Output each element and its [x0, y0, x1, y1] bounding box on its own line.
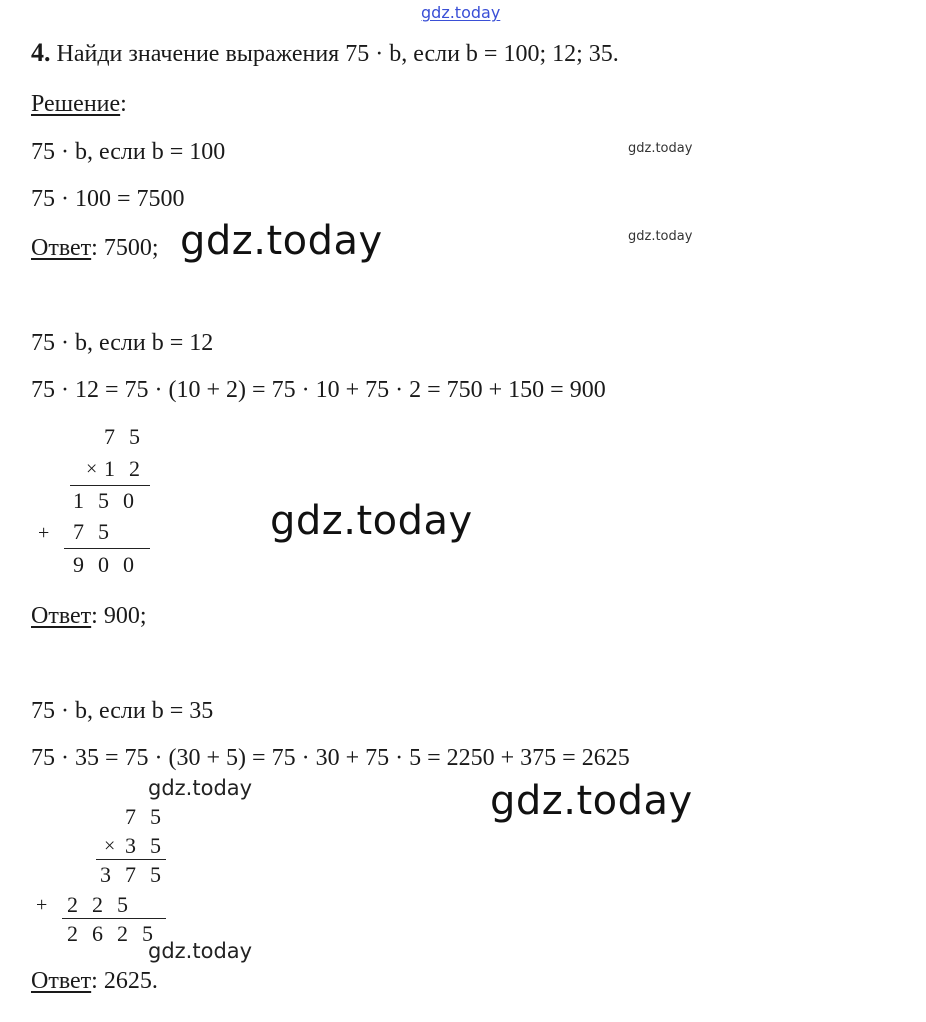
- task-number: 4.: [31, 38, 51, 67]
- part2-condition: 75 · b, если b = 12: [31, 330, 214, 356]
- column-divider: [62, 918, 166, 919]
- watermark-large-2: gdz.today: [270, 498, 473, 544]
- watermark-small-1: gdz.today: [628, 141, 693, 156]
- task-text: Найди значение выражения 75 · b, если b = 100; 12; 35.: [56, 41, 619, 67]
- digit: 2: [67, 892, 78, 917]
- answer-label: Ответ: [31, 968, 92, 994]
- part3-col-row2: [68, 833, 168, 859]
- watermark-large-1: gdz.today: [180, 218, 383, 264]
- multiply-sign: ×: [86, 458, 98, 480]
- solution-colon: :: [120, 91, 127, 117]
- watermark-medium-2: gdz.today: [148, 939, 253, 963]
- part2-col-row2: [72, 456, 147, 482]
- digit: 2: [117, 921, 128, 946]
- digit: 2: [92, 892, 103, 917]
- digit: 5: [98, 519, 109, 544]
- part2-answer-value: : 900;: [91, 603, 147, 629]
- part1-condition: 75 · b, если b = 100: [31, 139, 226, 165]
- digit: 7: [104, 424, 115, 449]
- part2-col-row5: [66, 552, 141, 578]
- digit: 5: [98, 488, 109, 513]
- digit: 0: [98, 552, 109, 577]
- part2-col-row4: [66, 519, 141, 545]
- part3-col-row3: [68, 862, 168, 888]
- watermark-medium-1: gdz.today: [148, 776, 253, 800]
- column-divider: [64, 548, 150, 549]
- part3-col-row5: [60, 921, 160, 947]
- part3-condition: 75 · b, если b = 35: [31, 698, 214, 724]
- watermark-large-3: gdz.today: [490, 778, 693, 824]
- part3-col-row4: [60, 892, 160, 918]
- watermark-small-2: gdz.today: [628, 229, 693, 244]
- digit: 7: [73, 519, 84, 544]
- part3-answer-value: : 2625.: [91, 968, 158, 994]
- digit: 0: [123, 552, 134, 577]
- part3-col-row1: [68, 804, 168, 830]
- plus-sign: +: [36, 894, 48, 916]
- part2-answer: [31, 602, 147, 630]
- part1-calculation: 75 · 100 = 7500: [31, 186, 185, 212]
- digit: 7: [125, 862, 136, 887]
- multiply-sign: ×: [104, 835, 116, 857]
- digit: 3: [100, 862, 111, 887]
- digit: 7: [125, 804, 136, 829]
- digit: 2: [129, 456, 140, 481]
- solution-label: Решение: [31, 91, 121, 117]
- digit: 3: [125, 833, 136, 858]
- plus-sign: +: [38, 522, 50, 544]
- digit: 2: [67, 921, 78, 946]
- digit: 5: [117, 892, 128, 917]
- column-divider: [70, 485, 150, 486]
- task-statement: [31, 38, 619, 68]
- part2-calculation: 75 · 12 = 75 · (10 + 2) = 75 · 10 + 75 · 2 = 750 + 150 = 900: [31, 377, 606, 403]
- column-divider: [96, 859, 166, 860]
- solution-heading: [31, 90, 127, 118]
- digit: 1: [73, 488, 84, 513]
- digit: 5: [142, 921, 153, 946]
- answer-label: Ответ: [31, 235, 92, 261]
- part3-answer: [31, 967, 158, 995]
- part1-answer-value: : 7500;: [91, 235, 159, 261]
- answer-label: Ответ: [31, 603, 92, 629]
- part2-col-row1: [72, 424, 147, 450]
- digit: 5: [150, 804, 161, 829]
- digit: 6: [92, 921, 103, 946]
- watermark-top: gdz.today: [421, 3, 501, 22]
- digit: 0: [123, 488, 134, 513]
- digit: 1: [104, 456, 115, 481]
- part2-col-row3: [66, 488, 141, 514]
- digit: 5: [129, 424, 140, 449]
- digit: 5: [150, 862, 161, 887]
- part3-calculation: 75 · 35 = 75 · (30 + 5) = 75 · 30 + 75 · 5 = 2250 + 375 = 2625: [31, 745, 630, 771]
- part1-answer: [31, 234, 159, 262]
- digit: 9: [73, 552, 84, 577]
- digit: 5: [150, 833, 161, 858]
